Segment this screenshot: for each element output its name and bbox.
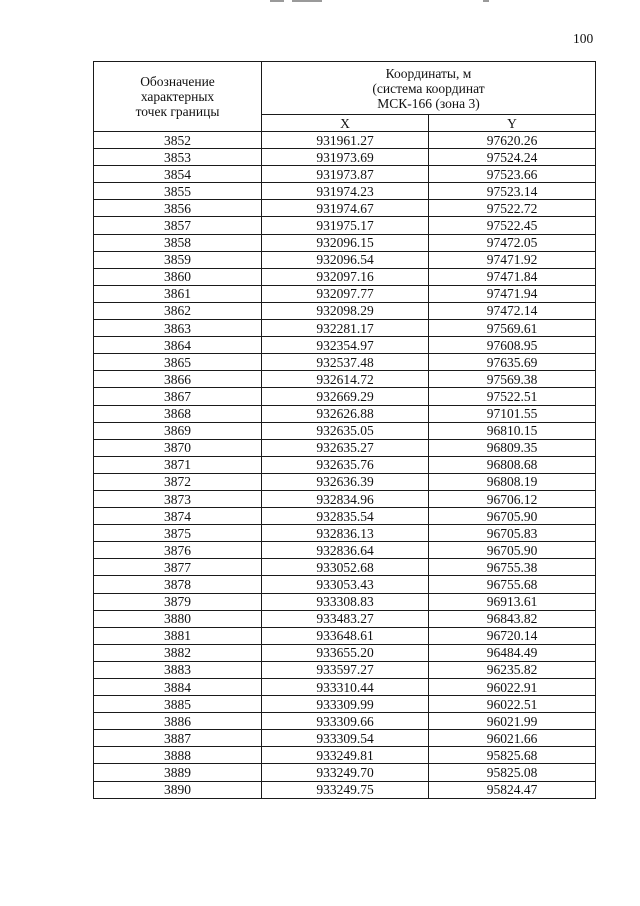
x-coordinate-cell: 932635.05 (262, 422, 429, 439)
scan-artifact-mark (270, 0, 284, 2)
y-coordinate-cell: 96235.82 (429, 661, 596, 678)
point-id-cell: 3867 (94, 388, 262, 405)
point-id-cell: 3883 (94, 661, 262, 678)
point-id-cell: 3882 (94, 644, 262, 661)
y-coordinate-cell: 96705.90 (429, 508, 596, 525)
coords-header-line: (система координат (372, 80, 485, 96)
table-row (94, 217, 596, 234)
point-id-cell: 3874 (94, 508, 262, 525)
x-coordinate-cell: 932281.17 (262, 320, 429, 337)
y-coordinate-cell: 96021.99 (429, 713, 596, 730)
point-id-cell: 3873 (94, 490, 262, 507)
x-coordinate-cell: 932537.48 (262, 354, 429, 371)
x-coordinate-cell: 932836.64 (262, 542, 429, 559)
point-header-line: точек границы (135, 104, 220, 119)
point-id-cell: 3852 (94, 132, 262, 149)
table-row (94, 473, 596, 490)
x-coordinate-cell: 933308.83 (262, 593, 429, 610)
table-row (94, 713, 596, 730)
y-coordinate-cell: 96022.51 (429, 696, 596, 713)
table-row (94, 320, 596, 337)
point-id-cell: 3859 (94, 251, 262, 268)
point-header-line: Обозначение (140, 74, 215, 89)
point-id-cell: 3876 (94, 542, 262, 559)
table-row (94, 388, 596, 405)
x-coordinate-cell: 932836.13 (262, 525, 429, 542)
x-coordinate-cell: 932096.15 (262, 234, 429, 251)
x-coordinate-cell: 933249.81 (262, 747, 429, 764)
x-coordinate-cell: 933309.54 (262, 730, 429, 747)
y-coordinate-cell: 96022.91 (429, 679, 596, 696)
table-row (94, 302, 596, 319)
x-coordinate-cell: 932635.76 (262, 456, 429, 473)
point-id-cell: 3863 (94, 320, 262, 337)
point-id-cell: 3888 (94, 747, 262, 764)
coords-header-line: МСК-166 (зона 3) (377, 95, 480, 111)
x-coordinate-cell: 932835.54 (262, 508, 429, 525)
x-coordinate-cell: 931961.27 (262, 132, 429, 149)
table-row (94, 525, 596, 542)
y-coordinate-cell: 96913.61 (429, 593, 596, 610)
table-row (94, 422, 596, 439)
table-row (94, 371, 596, 388)
y-coordinate-cell: 96809.35 (429, 439, 596, 456)
x-coordinate-cell: 933249.70 (262, 764, 429, 781)
point-id-cell: 3858 (94, 234, 262, 251)
table-row (94, 337, 596, 354)
y-coordinate-cell: 96808.68 (429, 456, 596, 473)
point-id-cell: 3871 (94, 456, 262, 473)
x-coordinate-cell: 932098.29 (262, 302, 429, 319)
table-row (94, 730, 596, 747)
x-coordinate-cell: 933597.27 (262, 661, 429, 678)
x-coordinate-cell: 932834.96 (262, 490, 429, 507)
x-coordinate-cell: 932614.72 (262, 371, 429, 388)
y-coordinate-cell: 95824.47 (429, 781, 596, 798)
x-coordinate-cell: 933309.66 (262, 713, 429, 730)
point-id-cell: 3875 (94, 525, 262, 542)
point-id-cell: 3862 (94, 302, 262, 319)
y-coordinate-cell: 97472.14 (429, 302, 596, 319)
x-coordinate-cell: 933053.43 (262, 576, 429, 593)
table-row (94, 679, 596, 696)
x-coordinate-cell: 932626.88 (262, 405, 429, 422)
y-coordinate-cell: 95825.08 (429, 764, 596, 781)
table-row (94, 439, 596, 456)
y-coordinate-cell: 97620.26 (429, 132, 596, 149)
table-row (94, 234, 596, 251)
x-coordinate-cell: 932354.97 (262, 337, 429, 354)
point-id-cell: 3857 (94, 217, 262, 234)
coordinates-table (93, 61, 596, 799)
y-coordinate-cell: 96720.14 (429, 627, 596, 644)
table-row (94, 405, 596, 422)
x-coordinate-cell: 932097.77 (262, 285, 429, 302)
y-coordinate-cell: 96808.19 (429, 473, 596, 490)
y-coordinate-cell: 97523.14 (429, 183, 596, 200)
table-row (94, 610, 596, 627)
point-id-cell: 3870 (94, 439, 262, 456)
table-row (94, 696, 596, 713)
point-id-cell: 3878 (94, 576, 262, 593)
scan-artifact-mark (292, 0, 322, 2)
y-column-header: Y (429, 115, 596, 132)
point-id-cell: 3861 (94, 285, 262, 302)
x-coordinate-cell: 931974.67 (262, 200, 429, 217)
table-row (94, 627, 596, 644)
x-coordinate-cell: 932669.29 (262, 388, 429, 405)
point-id-cell: 3865 (94, 354, 262, 371)
x-coordinate-cell: 931973.69 (262, 149, 429, 166)
y-coordinate-cell: 96705.90 (429, 542, 596, 559)
y-coordinate-cell: 97569.38 (429, 371, 596, 388)
point-id-cell: 3886 (94, 713, 262, 730)
y-coordinate-cell: 97472.05 (429, 234, 596, 251)
y-coordinate-cell: 97524.24 (429, 149, 596, 166)
y-coordinate-cell: 96705.83 (429, 525, 596, 542)
x-coordinate-cell: 932635.27 (262, 439, 429, 456)
y-coordinate-cell: 96021.66 (429, 730, 596, 747)
point-id-cell: 3855 (94, 183, 262, 200)
point-id-cell: 3885 (94, 696, 262, 713)
y-coordinate-cell: 97635.69 (429, 354, 596, 371)
x-coordinate-cell: 933648.61 (262, 627, 429, 644)
table-body (94, 132, 596, 799)
table-row (94, 200, 596, 217)
point-id-cell: 3864 (94, 337, 262, 354)
point-id-cell: 3856 (94, 200, 262, 217)
y-coordinate-cell: 97522.45 (429, 217, 596, 234)
y-coordinate-cell: 97522.72 (429, 200, 596, 217)
point-id-cell: 3860 (94, 268, 262, 285)
y-coordinate-cell: 97471.92 (429, 251, 596, 268)
table-row (94, 251, 596, 268)
coordinates-group-header (262, 62, 596, 115)
table-row (94, 508, 596, 525)
point-id-cell: 3887 (94, 730, 262, 747)
x-coordinate-cell: 933483.27 (262, 610, 429, 627)
x-coordinate-cell: 933309.99 (262, 696, 429, 713)
y-coordinate-cell: 96755.68 (429, 576, 596, 593)
point-column-header (94, 62, 262, 132)
point-id-cell: 3889 (94, 764, 262, 781)
point-id-cell: 3879 (94, 593, 262, 610)
x-coordinate-cell: 932636.39 (262, 473, 429, 490)
scan-artifact-mark (483, 0, 489, 2)
x-coordinate-cell: 931974.23 (262, 183, 429, 200)
y-coordinate-cell: 97608.95 (429, 337, 596, 354)
y-coordinate-cell: 97522.51 (429, 388, 596, 405)
point-id-cell: 3881 (94, 627, 262, 644)
point-id-cell: 3880 (94, 610, 262, 627)
table-row (94, 456, 596, 473)
table-row (94, 166, 596, 183)
table-row (94, 268, 596, 285)
y-coordinate-cell: 96755.38 (429, 559, 596, 576)
point-id-cell: 3868 (94, 405, 262, 422)
y-coordinate-cell: 96843.82 (429, 610, 596, 627)
table-row (94, 593, 596, 610)
x-column-header: X (262, 115, 429, 132)
table-row (94, 183, 596, 200)
y-coordinate-cell: 97569.61 (429, 320, 596, 337)
x-coordinate-cell: 931975.17 (262, 217, 429, 234)
y-coordinate-cell: 96810.15 (429, 422, 596, 439)
table-row (94, 149, 596, 166)
table-row (94, 354, 596, 371)
point-id-cell: 3869 (94, 422, 262, 439)
table-row (94, 747, 596, 764)
x-coordinate-cell: 932096.54 (262, 251, 429, 268)
x-coordinate-cell: 933310.44 (262, 679, 429, 696)
table-row (94, 132, 596, 149)
table-row (94, 542, 596, 559)
y-coordinate-cell: 96706.12 (429, 490, 596, 507)
y-coordinate-cell: 97471.94 (429, 285, 596, 302)
point-id-cell: 3890 (94, 781, 262, 798)
point-header-line: характерных (140, 89, 215, 104)
coords-header-line: Координаты, м (385, 65, 472, 81)
table-row (94, 490, 596, 507)
table-row (94, 285, 596, 302)
point-id-cell: 3853 (94, 149, 262, 166)
table-row (94, 559, 596, 576)
table-row (94, 764, 596, 781)
table-row (94, 644, 596, 661)
x-coordinate-cell: 933249.75 (262, 781, 429, 798)
y-coordinate-cell: 97101.55 (429, 405, 596, 422)
x-coordinate-cell: 932097.16 (262, 268, 429, 285)
point-id-cell: 3872 (94, 473, 262, 490)
x-coordinate-cell: 933052.68 (262, 559, 429, 576)
table-row (94, 576, 596, 593)
point-id-cell: 3866 (94, 371, 262, 388)
y-coordinate-cell: 95825.68 (429, 747, 596, 764)
point-id-cell: 3884 (94, 679, 262, 696)
x-coordinate-cell: 933655.20 (262, 644, 429, 661)
table-row (94, 781, 596, 798)
point-id-cell: 3854 (94, 166, 262, 183)
y-coordinate-cell: 96484.49 (429, 644, 596, 661)
x-coordinate-cell: 931973.87 (262, 166, 429, 183)
table-row (94, 661, 596, 678)
y-coordinate-cell: 97471.84 (429, 268, 596, 285)
y-coordinate-cell: 97523.66 (429, 166, 596, 183)
point-id-cell: 3877 (94, 559, 262, 576)
page-number: 100 (573, 31, 594, 46)
